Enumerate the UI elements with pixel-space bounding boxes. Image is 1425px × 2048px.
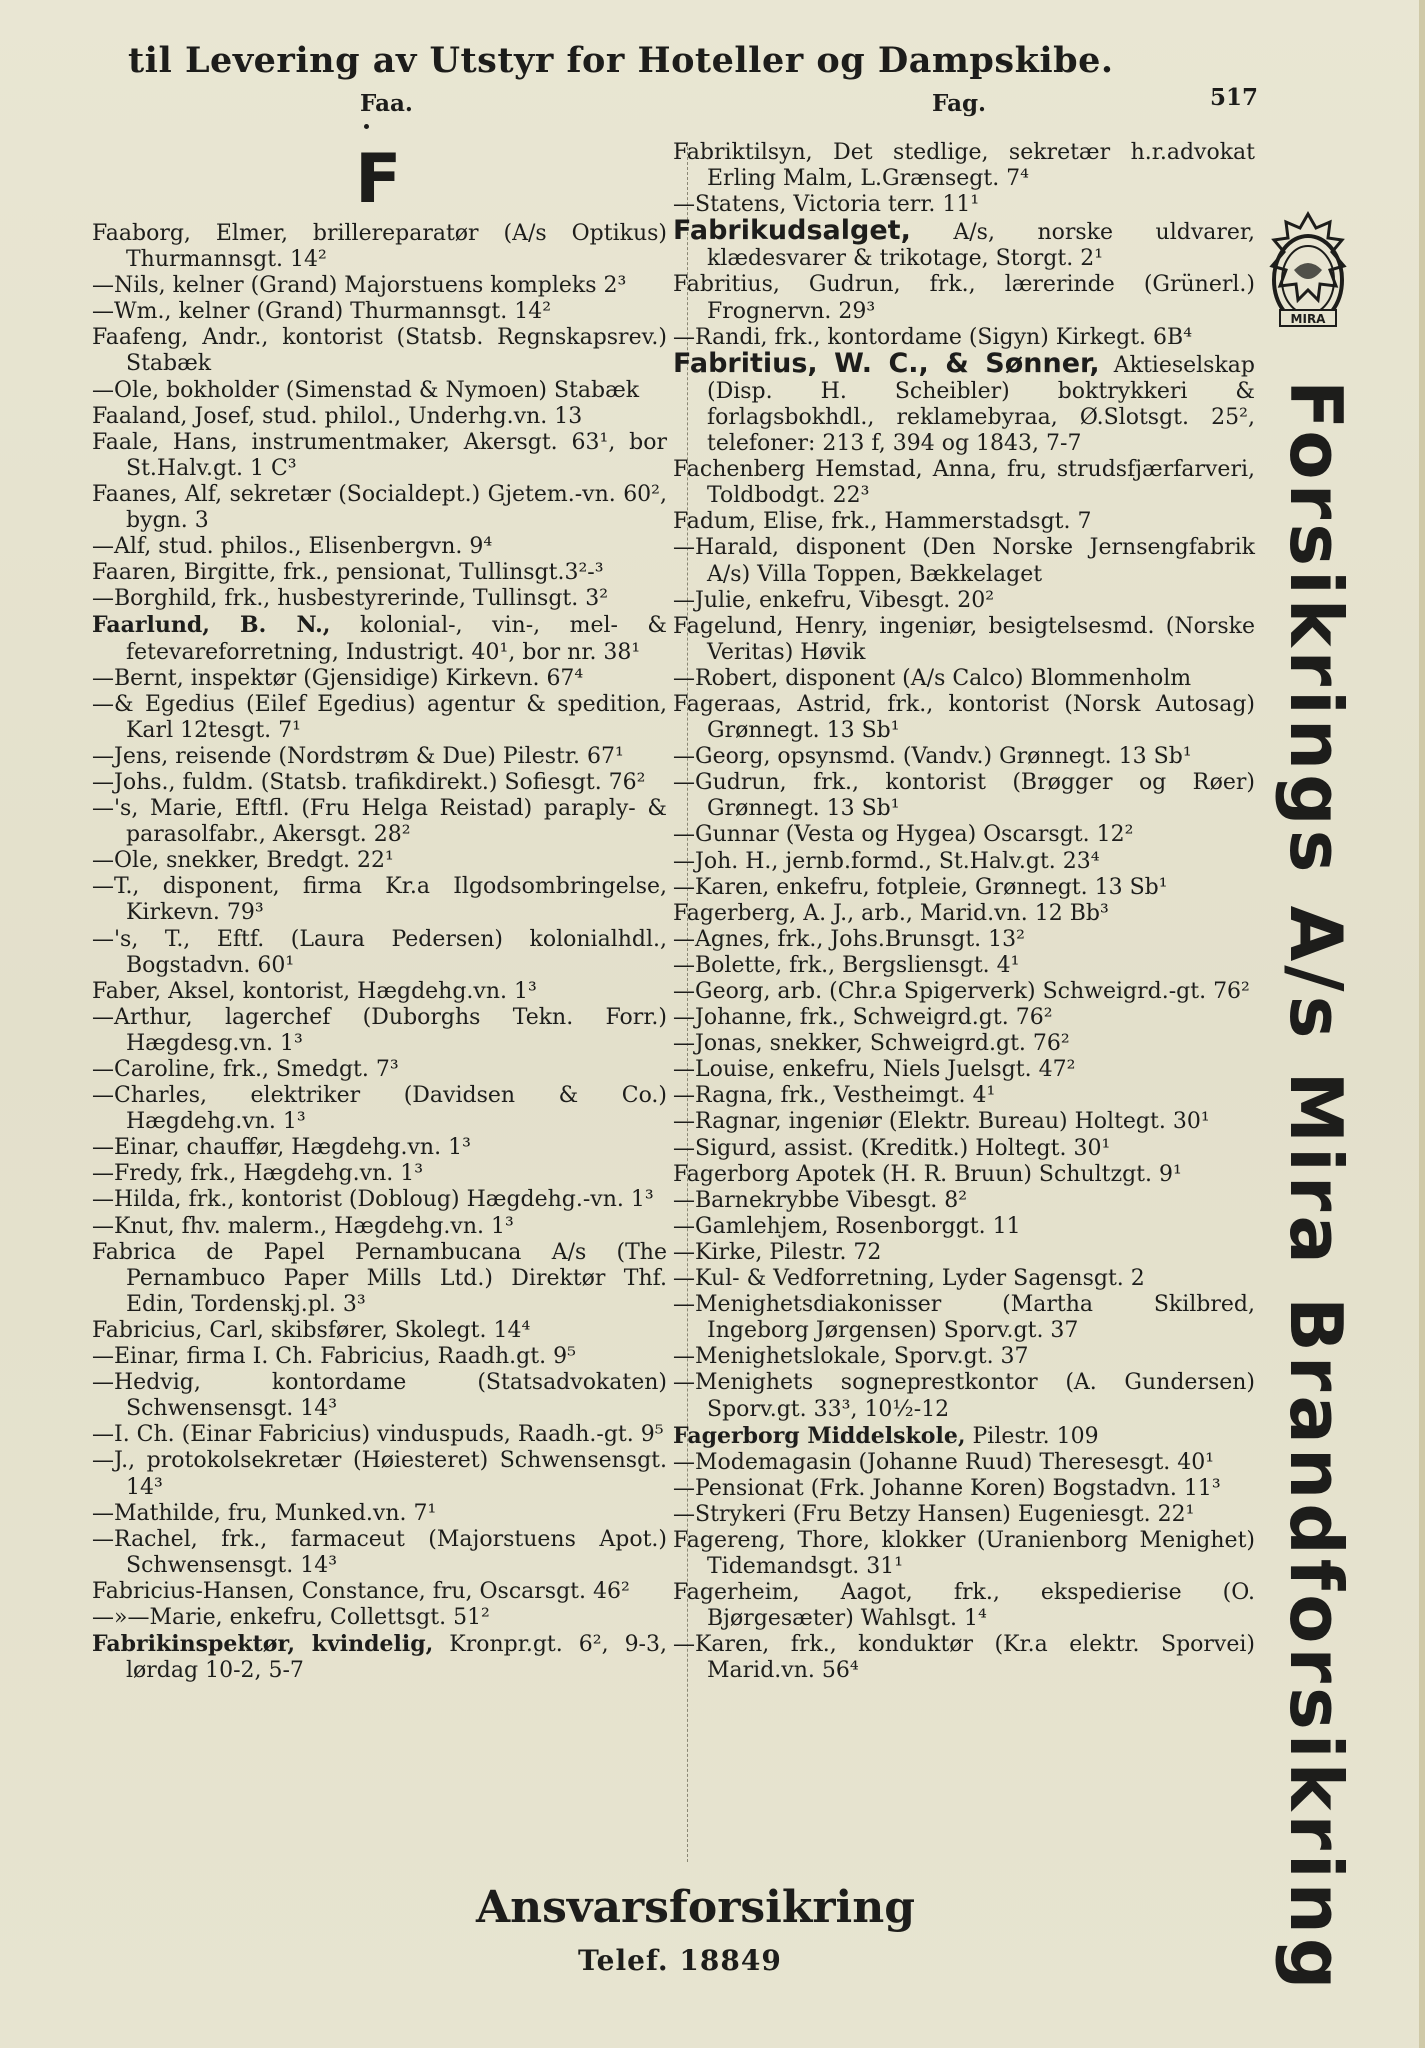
directory-entry [673,875,1255,901]
entry-text: —Mathilde, fru, Munked.vn. 7¹ [92,1500,437,1526]
entry-text: —Nils, kelner (Grand) Majorstuens kompleks 2³ [92,273,627,299]
directory-entry [673,849,1255,875]
directory-entry [92,848,667,874]
entry-text: Fagerberg, A. J., arb., Marid.vn. 12 Bb³ [673,900,1109,926]
entry-text: Faber, Aksel, kontorist, Hægdehg.vn. 1³ [92,978,537,1004]
directory-entry [92,430,667,482]
entry-bold-name: Faarlund, B. N., [92,612,331,639]
directory-entry [673,1214,1255,1240]
directory-entry [673,614,1255,666]
directory-entry [92,299,667,325]
entry-text: —Knut, fhv. malerm., Hægdehg.vn. 1³ [92,1213,514,1239]
directory-entry [92,586,667,612]
section-letter: F [355,140,402,219]
entry-text: —Arthur, lagerchef (Duborghs Tekn. Forr.) Hægdesg.vn. 1³ [92,1004,667,1056]
entry-text: —Gunnar (Vesta og Hygea) Oscarsgt. 12² [673,822,1134,848]
entry-text: Faaren, Birgitte, frk., pensionat, Tullinsgt.3²-³ [92,560,604,586]
entry-text: —Menighets sogneprestkontor (A. Gundersen) Sporv.gt. 33³, 10½-12 [673,1370,1255,1422]
entry-text: —Agnes, frk., Johs.Brunsgt. 13² [673,926,1025,952]
directory-entry [92,560,667,586]
entry-text: —Julie, enkefru, Vibesgt. 20² [673,587,995,613]
directory-entry [673,1580,1255,1632]
directory-entry [673,1344,1255,1370]
entry-text: Kronpr.gt. 6², 9-3, lørdag 10-2, 5-7 [126,1632,667,1684]
footer-phone: Telef. 18849 [578,1944,782,1977]
entry-text: —Statens, Victoria terr. 11¹ [673,192,980,218]
directory-entry [673,1450,1255,1476]
directory-entry [92,1605,667,1631]
entry-text: A/s, norske uldvarer, klædesvarer & trikotage, Storgt. 2¹ [707,220,1255,272]
entry-text: —Jonas, snekker, Schweigrd.gt. 76² [673,1031,1070,1057]
directory-entry [673,953,1255,979]
entry-text: —Randi, frk., kontordame (Sigyn) Kirkegt. 6B⁴ [673,324,1193,350]
directory-entry [673,822,1255,848]
seal-text: MIRA [1290,312,1326,326]
directory-entry [673,509,1255,535]
directory-entry [673,1423,1255,1450]
directory-entry [92,482,667,534]
directory-entry [673,272,1255,324]
entry-text: —Ole, bokholder (Simenstad & Nymoen) Stabæk [92,377,640,403]
entry-text: —Robert, disponent (A/s Calco) Blommenholm [673,665,1192,691]
entry-text: —Kul- & Vedforretning, Lyder Sagensgt. 2 [673,1266,1145,1292]
entry-text: Fagereng, Thore, klokker (Uranienborg Menighet) Tidemandsgt. 31¹ [673,1527,1255,1580]
page-number: 517 [1210,84,1259,111]
directory-entry [92,534,667,560]
directory-entry [673,1266,1255,1292]
entry-text: Fagelund, Henry, ingeniør, besigtelsesmd. (Norske Veritas) Høvik [673,613,1255,665]
entry-firm-name: Fabrikudsalget, [673,215,911,247]
directory-entry [673,1370,1255,1422]
entry-text: —Jens, reisende (Nordstrøm & Due) Pilestr. 67¹ [92,743,624,769]
directory-entry [673,1476,1255,1502]
directory-entry [673,927,1255,953]
directory-entry [92,612,667,665]
entry-firm-name: Fabritius, W. C., & Sønner, [673,347,1100,379]
footer-advertisement-title: Ansvarsforsikring [476,1882,916,1933]
entry-text: kolonial-, vin-, mel- & fetevareforretning, Industrigt. 40¹, bor nr. 38¹ [126,613,668,665]
entry-text: Faaland, Josef, stud. philol., Underhg.vn. 13 [92,403,583,429]
entry-text: —Gudrun, frk., kontorist (Brøgger og Røer) Grønnegt. 13 Sb¹ [673,770,1255,822]
directory-entry [92,1083,667,1135]
directory-entry [92,1344,667,1370]
entry-text: —Karen, enkefru, fotpleie, Grønnegt. 13 Sb¹ [673,874,1168,900]
entry-text: —Menighetsdiakonisser (Martha Skilbred, Ingeborg Jørgensen) Sporv.gt. 37 [673,1292,1255,1344]
entry-text: Fabricius, Carl, skibsfører, Skolegt. 14⁴ [92,1317,531,1343]
entry-text: Pilestr. 109 [965,1423,1099,1449]
directory-entry [92,1370,667,1422]
right-column [673,140,1255,1685]
directory-entry [92,979,667,1005]
entry-text: Faale, Hans, instrumentmaker, Akersgt. 63¹, bor St.Halv.gt. 1 C³ [92,429,667,481]
directory-entry [92,1501,667,1527]
directory-entry [673,1109,1255,1135]
directory-entry [673,1632,1255,1684]
entry-text: Fagerborg Apotek (H. R. Bruun) Schultzgt. 9¹ [673,1161,1182,1187]
directory-entry [673,979,1255,1005]
entry-text: —Georg, opsynsmd. (Vandv.) Grønnegt. 13 Sb¹ [673,744,1192,770]
entry-text: Fabriktilsyn, Det stedlige, sekretær h.r.advokat Erling Malm, L.Grænsegt. 7⁴ [673,140,1255,192]
directory-entry [92,874,667,926]
entry-text: Fagerheim, Aagot, frk., ekspedierise (O. Bjørgesæter) Wahlsgt. 1⁴ [673,1580,1255,1632]
entry-text: —T., disponent, firma Kr.a Ilgodsombringelse, Kirkevn. 79³ [92,874,667,926]
entry-text: —Hilda, frk., kontorist (Dobloug) Hægdehg.-vn. 1³ [92,1187,654,1213]
entry-text: —'s, T., Eftf. (Laura Pedersen) kolonialhdl., Bogstadvn. 60¹ [92,926,667,978]
entry-text: —Karen, frk., konduktør (Kr.a elektr. Sporvei) Marid.vn. 56⁴ [673,1632,1255,1684]
directory-entry [673,347,1256,457]
entry-text: —Strykeri (Fru Betzy Hansen) Eugeniesgt. 22¹ [673,1501,1195,1527]
directory-entry [92,796,667,848]
entry-text: —Menighetslokale, Sporv.gt. 37 [673,1344,1029,1370]
entry-text: —& Egedius (Eilef Egedius) agentur & spedition, Karl 12tesgt. 7¹ [92,691,667,743]
directory-entry [92,1057,667,1083]
directory-entry [673,1005,1255,1031]
entry-text: —Bernt, inspektør (Gjensidige) Kirkevn. 67⁴ [92,665,584,691]
entry-text: Fageraas, Astrid, frk., kontorist (Norsk Autosag) Grønnegt. 13 Sb¹ [673,691,1255,744]
directory-entry [92,325,667,377]
entry-text: Fachenberg Hemstad, Anna, fru, strudsfjærfarveri, Toldbodgt. 22³ [673,457,1255,509]
entry-text: —Charles, elektriker (Davidsen & Co.) Hægdehg.vn. 1³ [92,1083,667,1135]
directory-entry [92,744,667,770]
directory-entry [92,1135,667,1161]
entry-text: —Sigurd, assist. (Kreditk.) Holtegt. 30¹ [673,1135,1111,1161]
directory-entry [92,1448,667,1500]
entry-text: —Joh. H., jernb.formd., St.Halv.gt. 23⁴ [673,848,1100,874]
entry-text: Fabritius, Gudrun, frk., lærerinde (Grünerl.) Frognervn. 29³ [673,272,1255,324]
directory-entry [673,215,1255,272]
entry-text: —Caroline, frk., Smedgt. 7³ [92,1057,399,1082]
directory-entry [673,1240,1255,1266]
directory-entry [673,457,1255,509]
entry-text: —Louise, enkefru, Niels Juelsgt. 47² [673,1057,1076,1083]
entry-text: Faafeng, Andr., kontorist (Statsb. Regnskapsrev.) Stabæk [92,325,667,377]
entry-text: Aktieselskap (Disp. H. Scheibler) boktrykkeri & forlagsbokhdl., reklamebyraa, Ø.Slotsgt. 25², telefoner: 213 f, 394 og 1843, 7-7 [707,352,1256,457]
entry-text: —»—Marie, enkefru, Collettsgt. 51² [92,1604,490,1630]
left-column [92,221,667,1684]
entry-text: —Alf, stud. philos., Elisenbergvn. 9⁴ [92,534,493,560]
directory-entry [92,1527,667,1579]
directory-entry [92,692,667,744]
guide-word-left: Faa. [360,90,413,117]
directory-entry [92,1240,667,1318]
entry-text: —Ragnar, ingeniør (Elektr. Bureau) Holtegt. 30¹ [673,1109,1210,1135]
directory-entry [673,770,1255,822]
directory-entry [92,273,667,299]
directory-entry [673,140,1255,192]
directory-entry [92,1579,667,1605]
entry-text: —Johs., fuldm. (Statsb. trafikdirekt.) Sofiesgt. 76² [92,769,646,795]
directory-entry [92,1161,667,1187]
entry-text: Fabrica de Papel Pernambucana A/s (The Pernambuco Paper Mills Ltd.) Direktør Thf. Edin, Tordenskj.pl. 3³ [92,1239,667,1317]
guide-word-right: Fag. [932,90,987,117]
directory-entry [92,1187,667,1213]
directory-entry [673,666,1255,692]
directory-entry [92,1631,667,1684]
directory-entry [673,692,1255,744]
entry-text: —Wm., kelner (Grand) Thurmannsgt. 14² [92,299,552,325]
directory-entry [673,1502,1255,1528]
ink-dot [364,124,369,129]
sidebar-advertisement: Forsikrings A/s Mira Brandforsikring [1274,380,1358,1994]
entry-text: —Modemagasin (Johanne Ruud) Theresesgt. 40¹ [673,1449,1215,1475]
entry-text: Fabricius-Hansen, Constance, fru, Oscarsgt. 46² [92,1578,630,1604]
entry-text: —Fredy, frk., Hægdehg.vn. 1³ [92,1161,424,1187]
mira-seal-icon [1258,208,1358,348]
entry-text: —Ragna, frk., Vestheimgt. 4¹ [673,1083,996,1109]
directory-entry [673,588,1255,614]
directory-entry [92,1318,667,1344]
page-edge [1419,0,1425,2048]
directory-entry [673,1188,1255,1214]
directory-entry [673,535,1255,587]
entry-bold-name: Fagerborg Middelskole, [673,1422,966,1449]
entry-text: Fadum, Elise, frk., Hammerstadsgt. 7 [673,509,1092,535]
directory-entry [673,1162,1255,1188]
directory-entry [92,378,667,404]
directory-entry [673,901,1255,927]
entry-text: —Johanne, frk., Schweigrd.gt. 76² [673,1005,1053,1031]
entry-text: —Einar, chauffør, Hægdehg.vn. 1³ [92,1135,471,1161]
directory-entry [673,1083,1255,1109]
directory-entry [92,666,667,692]
directory-entry [92,1214,667,1240]
directory-entry [92,1422,667,1448]
directory-entry [92,404,667,430]
header-banner: til Levering av Utstyr for Hoteller og Dampskibe. [128,40,1114,81]
directory-entry [92,221,667,273]
entry-text: —Barnekrybbe Vibesgt. 8² [673,1187,968,1213]
directory-entry [92,770,667,796]
entry-text: —Gamlehjem, Rosenborggt. 11 [673,1213,1021,1239]
entry-text: —I. Ch. (Einar Fabricius) vinduspuds, Raadh.-gt. 9⁵ [92,1422,664,1448]
directory-entry [92,927,667,979]
directory-entry [673,1528,1255,1580]
entry-text: —Hedvig, kontordame (Statsadvokaten) Schwensensgt. 14³ [92,1370,667,1422]
entry-text: —Georg, arb. (Chr.a Spigerverk) Schweigrd.-gt. 76² [673,979,1250,1004]
directory-entry [673,744,1255,770]
entry-text: —Borghild, frk., husbestyrerinde, Tullinsgt. 3² [92,586,609,612]
directory-entry [673,1057,1255,1083]
directory-entry [92,1005,667,1057]
entry-text: Faanes, Alf, sekretær (Socialdept.) Gjetem.-vn. 60², bygn. 3 [92,481,667,534]
entry-text: —J., protokolsekretær (Høiesteret) Schwensensgt. 14³ [92,1448,667,1500]
entry-text: —Kirke, Pilestr. 72 [673,1239,882,1265]
entry-bold-name: Fabrikinspektør, kvindelig, [92,1631,434,1658]
entry-text: —Pensionat (Frk. Johanne Koren) Bogstadvn. 11³ [673,1475,1221,1501]
entry-text: —Rachel, frk., farmaceut (Majorstuens Apot.) Schwensensgt. 14³ [92,1526,667,1578]
entry-text: —Ole, snekker, Bredgt. 22¹ [92,848,394,874]
entry-text: —Harald, disponent (Den Norske Jernsengfabrik A/s) Villa Toppen, Bækkelaget [673,535,1255,587]
entry-text: —Einar, firma I. Ch. Fabricius, Raadh.gt. 9⁵ [92,1344,576,1370]
entry-text: —Bolette, frk., Bergsliensgt. 4¹ [673,952,1020,978]
directory-entry [673,1031,1255,1057]
entry-text: —'s, Marie, Eftfl. (Fru Helga Reistad) paraply- & parasolfabr., Akersgt. 28² [92,796,667,848]
entry-text: Faaborg, Elmer, brillereparatør (A/s Optikus) Thurmannsgt. 14² [92,221,667,273]
directory-entry [673,1292,1255,1344]
directory-entry [673,1136,1255,1162]
